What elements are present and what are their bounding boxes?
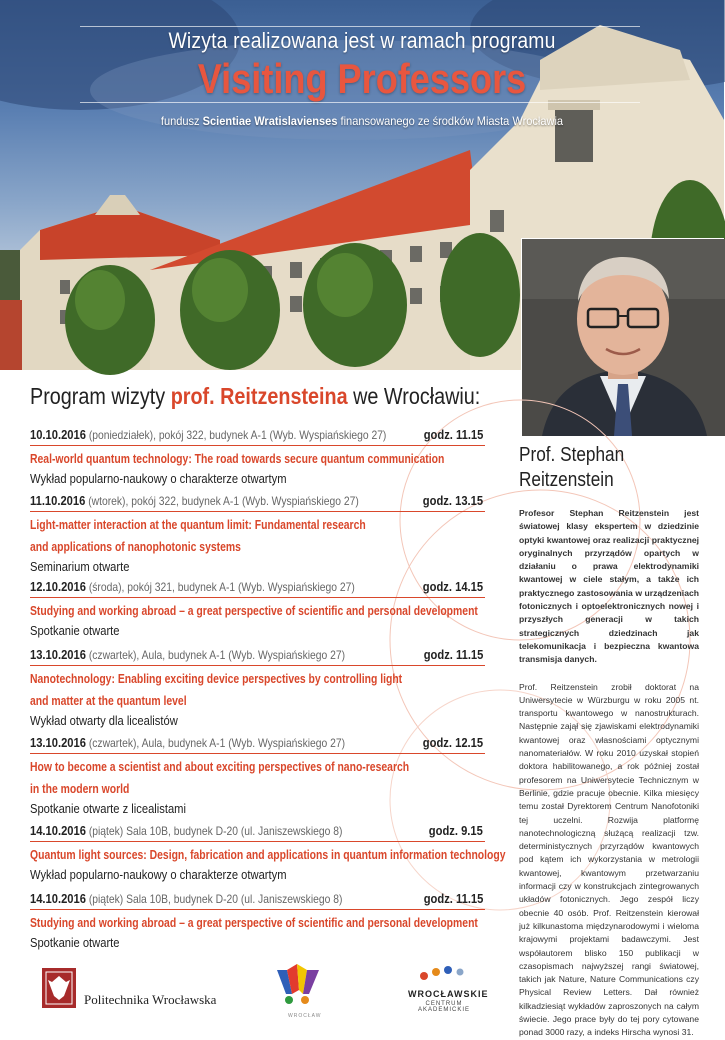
event-date: 10.10.2016: [30, 427, 86, 442]
banner-top-rule: [80, 26, 640, 27]
event-title-line: in the modern world: [30, 781, 130, 796]
event-item: [30, 492, 485, 576]
event-title: [30, 448, 485, 470]
wroclaw-w-icon: [275, 960, 321, 1012]
event-divider: [30, 511, 485, 512]
heading-suffix: we Wrocławiu:: [347, 383, 481, 409]
wca-subtitle: CENTRUM AKADEMICKIE: [417, 1001, 470, 1013]
dots-icon: [408, 964, 480, 982]
event-location: (piątek) Sala 10B, budynek D-20 (ul. Janiszewskiego 8): [85, 892, 343, 906]
event-divider: [30, 665, 485, 666]
program-subtitle: Wizyta realizowana jest w ramach programu: [168, 28, 556, 53]
uwr-logo: [275, 960, 321, 1012]
portrait-illustration: [522, 239, 725, 436]
event-date-line: [30, 426, 485, 444]
event-date-group: [30, 646, 345, 664]
event-date: 11.10.2016: [30, 493, 86, 508]
event-title-line: and applications of nanophotonic systems: [30, 539, 241, 554]
funding-prefix: fundusz: [160, 114, 203, 128]
event-title-line: Studying and working abroad – a great perspective of scientific and personal development: [30, 603, 478, 618]
event-location: (wtorek), pokój 322, budynek A-1 (Wyb. Wyspiańskiego 27): [85, 494, 359, 508]
event-divider: [30, 445, 485, 446]
program-heading: [30, 383, 481, 410]
event-item: [30, 822, 506, 884]
event-item: [30, 426, 485, 488]
event-type: [30, 470, 485, 488]
event-type-text: Spotkanie otwarte z licealistami: [30, 801, 186, 816]
event-type-text: Spotkanie otwarte: [30, 623, 120, 638]
event-type: [30, 622, 485, 640]
event-type: [30, 934, 485, 952]
event-location: (piątek) Sala 10B, budynek D-20 (ul. Janiszewskiego 8): [85, 824, 343, 838]
event-type: [30, 800, 485, 818]
visit-program: [30, 383, 506, 950]
event-date: 14.10.2016: [30, 823, 86, 838]
wca-name: WROCŁAWSKIE: [408, 989, 489, 999]
event-hour: godz. 11.15: [423, 891, 483, 906]
event-title: [30, 668, 485, 690]
event-divider: [30, 753, 485, 754]
event-date-line: [30, 822, 485, 840]
event-date: 12.10.2016: [30, 579, 86, 594]
event-date-group: [30, 492, 359, 510]
funding-name: Scientiae Wratislavienses: [202, 114, 338, 128]
uwr-caption: WROCŁAW: [288, 1013, 322, 1019]
professor-portrait: [521, 238, 724, 435]
event-date: 13.10.2016: [30, 735, 86, 750]
event-type-text: Seminarium otwarte: [30, 559, 130, 574]
professor-name-line2: Reitzenstein: [519, 469, 614, 491]
pwr-eagle-logo: [42, 968, 76, 1008]
event-hour: godz. 13.15: [422, 493, 483, 508]
event-title-line: Real-world quantum technology: The road towards secure quantum communication: [30, 451, 445, 466]
event-hour: godz. 11.15: [423, 427, 483, 442]
event-type-text: Wykład popularno-naukowy o charakterze otwartym: [30, 471, 287, 486]
event-title: [30, 600, 485, 622]
event-location: (czwartek), Aula, budynek A-1 (Wyb. Wyspiańskiego 27): [85, 736, 346, 750]
eagle-icon: [42, 968, 76, 1008]
professor-name-line1: Prof. Stephan: [519, 444, 625, 466]
funding-suffix: finansowanego ze środków Miasta Wrocławia: [337, 114, 564, 128]
event-type-text: Spotkanie otwarte: [30, 935, 120, 950]
event-date-line: [30, 578, 485, 596]
event-date: 13.10.2016: [30, 647, 86, 662]
event-date-group: [30, 890, 342, 908]
funding-line: [29, 114, 695, 128]
program-title: Visiting Professors: [197, 55, 527, 102]
event-date-group: [30, 578, 355, 596]
wca-logo: [408, 964, 489, 1020]
event-type-text: Wykład otwarty dla licealistów: [30, 713, 178, 728]
event-type: [30, 866, 485, 884]
event-title: [30, 690, 485, 712]
professor-bio: [519, 443, 699, 1040]
event-item: [30, 646, 485, 730]
event-hour: godz. 12.15: [422, 735, 483, 750]
event-type-text: Wykład popularno-naukowy o charakterze otwartym: [30, 867, 287, 882]
event-title-line: Studying and working abroad – a great perspective of scientific and personal development: [30, 915, 478, 930]
event-date-line: [30, 890, 485, 908]
heading-professor-name: prof. Reitzensteina: [170, 383, 348, 409]
event-location: (środa), pokój 321, budynek A-1 (Wyb. Wyspiańskiego 27): [85, 580, 355, 594]
event-title: [30, 912, 485, 934]
bio-intro: Profesor Stephan Reitzenstein jest światowej klasy ekspertem w dziedzinie optyki kwantowej oraz realizacji praktycznej oryginalnych przyrządów opartych w działaniu o prawa elektrodynamiki kwantowej w ciele stałym, a także ich praktycznego zastosowania w urządzeniach fotonicznych i optoelektronicznych nowej i przyszłych generacji w takich strategicznych dziedzinach jak telekomunikacja i bezpieczna kwantowa transmisja danych.: [519, 508, 699, 665]
banner-bottom-rule: [80, 102, 640, 103]
event-type: [30, 712, 485, 730]
bio-body: Prof. Reitzenstein zrobił doktorat na Uniwersytecie w Würzburgu w roku 2005 nt. transportu kwantowego w nanostrukturach. Następnie zajął się zjawiskami elektrodynamiki kwantowej oraz własnościami optycznymi nanomateriałów. W roku 2010 uzyskał stopień doktora habilitowanego, a rok później został profesorem na Uniwersytecie Technicznym w Berlinie, gdzie pracuje obecnie. Kilka miesięcy temu został Dyrektorem Centrum Nanofotoniki tej uczelni. Rozwija platformę nanotechnologiczną służącą realizacji tzw. deterministycznych przyrządów kwantowych pod kątem ich wykorzystania w metrologii kwantowej, kwantowym przetwarzaniu informacji czy w konstrukcjach zintegrowanych układów fotonicznych. Jego zespół liczy obecnie 40 osób. Prof. Reitzenstein kierował już kilkunastoma międzynarodowymi i wieloma krajowymi projektami badawczymi. Jest współautorem blisko 150 publikacji w czasopismach najwyższej rangi światowej, takich jak Nature, Nature Communications czy Physical Review Letters. Dał również kilkadziesiąt wykładów zaproszonych na całym świecie. Jego prace były do tej pory cytowane ponad 3000 razy, a indeks Hirscha wynosi 31.: [519, 681, 699, 1038]
program-banner: [0, 26, 724, 128]
event-location: (czwartek), Aula, budynek A-1 (Wyb. Wyspiańskiego 27): [85, 648, 346, 662]
event-hour: godz. 11.15: [423, 647, 483, 662]
event-item: [30, 734, 485, 818]
event-date-group: [30, 822, 342, 840]
event-divider: [30, 841, 485, 842]
event-date-line: [30, 646, 485, 664]
sponsor-logos: [0, 960, 724, 1024]
event-title-line: How to become a scientist and about exciting perspectives of nano-research: [30, 759, 410, 774]
heading-prefix: Program wizyty: [30, 383, 171, 409]
event-title: [30, 844, 506, 866]
professor-name: [519, 443, 700, 493]
event-title-line: Light-matter interaction at the quantum limit: Fundamental research: [30, 517, 366, 532]
event-title-line: and matter at the quantum level: [30, 693, 187, 708]
event-date-line: [30, 492, 485, 510]
event-hour: godz. 14.15: [422, 579, 483, 594]
event-date: 14.10.2016: [30, 891, 86, 906]
event-title-line: Nanotechnology: Enabling exciting device perspectives by controlling light: [30, 671, 403, 686]
event-title: [30, 756, 485, 778]
event-date-line: [30, 734, 485, 752]
event-title: [30, 514, 485, 536]
event-type: [30, 558, 485, 576]
event-divider: [30, 909, 485, 910]
event-date-group: [30, 426, 386, 444]
event-title: [30, 778, 485, 800]
event-title-line: Quantum light sources: Design, fabrication and applications in quantum information technology: [30, 847, 506, 862]
event-title: [30, 536, 485, 558]
event-divider: [30, 597, 485, 598]
event-date-group: [30, 734, 345, 752]
pwr-name: Politechnika Wrocławska: [84, 992, 217, 1007]
event-hour: godz. 9.15: [428, 823, 483, 838]
event-item: [30, 578, 485, 640]
event-location: (poniedziałek), pokój 322, budynek A-1 (Wyb. Wyspiańskiego 27): [85, 428, 387, 442]
event-item: [30, 890, 485, 952]
